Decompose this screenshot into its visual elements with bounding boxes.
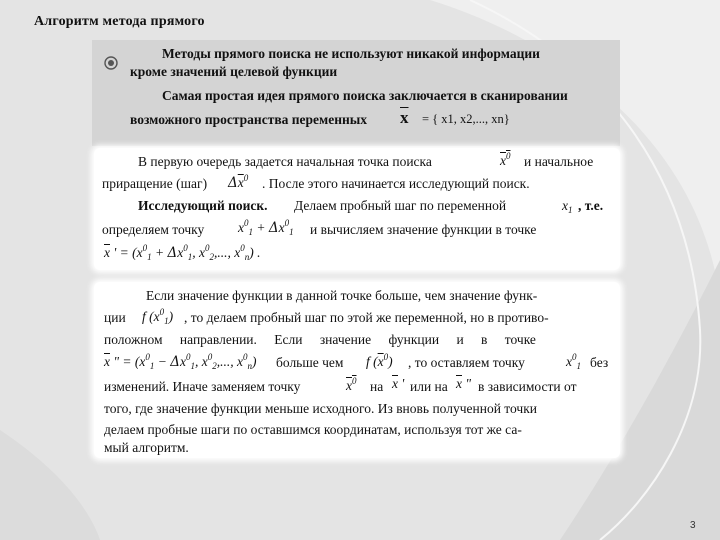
block1-line3b: Делаем пробный шаг по переменной xyxy=(294,198,507,213)
intro-line-4: возможного пространства переменных xyxy=(130,112,368,127)
start-point-symbol: $x^0$ xyxy=(500,151,511,168)
var-x1-symbol: $x_1$ xyxy=(562,198,573,215)
vector-definition: = { x1, x2,..., xn} xyxy=(422,112,510,126)
x-double-prime-symbol: $\overline{x}$ " xyxy=(456,376,472,391)
block2-line5d: в зависимости от xyxy=(478,379,577,394)
block2-line5a: изменений. Иначе заменяем точку xyxy=(104,379,301,394)
block2-line2b: , то делаем пробный шаг по этой же переменной, но в противо- xyxy=(184,310,549,325)
block2-line7: делаем пробные шаги по оставшимся координатам, используя тот же са- xyxy=(104,422,522,437)
intro-line-1: Методы прямого поиска не используют никакой информации xyxy=(162,46,540,61)
circle-bullet-icon xyxy=(104,56,118,70)
intro-line-3: Самая простая идея прямого поиска заключается в сканировании xyxy=(162,88,568,103)
x0-symbol: $x^0$ xyxy=(346,376,357,393)
block1-line4a: определяем точку xyxy=(102,222,205,237)
page-number: 3 xyxy=(690,520,696,531)
explore-heading: Исследующий поиск. xyxy=(138,198,268,213)
block1-line2a: приращение (шаг) xyxy=(102,176,208,191)
block2-line1: Если значение функции в данной точке больше, чем значение функ- xyxy=(146,288,538,303)
block1-line3c: , т.е. xyxy=(578,198,604,213)
x-prime-formula: $\overline{x}$ ' = ($x^0_1 + \Delta x^0_1$, $x^0_2$,..., $x^0_n$) . xyxy=(104,243,261,262)
block2-line6: того, где значение функции меньше исходного. Из вновь полученной точки xyxy=(104,401,538,416)
vector-x-symbol: $\overline{x}$ xyxy=(400,108,409,127)
block2-line8: мый алгоритм. xyxy=(104,440,189,455)
slide-title: Алгоритм метода прямого xyxy=(34,14,205,29)
block1-line2b: . После этого начинается исследующий поиск. xyxy=(262,176,530,191)
x-double-prime-formula: $\overline{x}$ " = ($x^0_1 - \Delta x^0_1$, $x^0_2$,..., $x^0_n$) xyxy=(104,352,257,371)
block2-line5b: на xyxy=(370,379,384,394)
trial-point-formula: $x^0_1 + \Delta x^0_1$ xyxy=(238,218,294,237)
block2-line4c: без xyxy=(590,355,609,370)
block2-line5c: или на xyxy=(410,379,448,394)
block1-line4b: и вычисляем значение функции в точке xyxy=(310,222,537,237)
block2-line2a: ции xyxy=(104,310,126,325)
f-x10-formula: f $(x^0_1)$ xyxy=(142,307,174,326)
step-symbol: $\Delta\overline{x}^0$ xyxy=(228,173,249,191)
intro-line-2: кроме значений целевой функции xyxy=(130,64,338,79)
block2-line4b: , то оставляем точку xyxy=(408,355,525,370)
block2-line4a: больше чем xyxy=(276,355,344,370)
x-prime-symbol: $\overline{x}$ ' xyxy=(392,376,405,391)
f-x0-formula: f $(\overline{x}^0)$ xyxy=(366,352,393,369)
block1-line1a: В первую очередь задается начальная точка поиска xyxy=(138,154,432,169)
block1-line1b: и начальное xyxy=(524,154,594,169)
block2-line3: положном направлении. Если значение функции и в точке xyxy=(104,332,536,347)
x10-symbol: $x^0_1$ xyxy=(566,352,581,371)
